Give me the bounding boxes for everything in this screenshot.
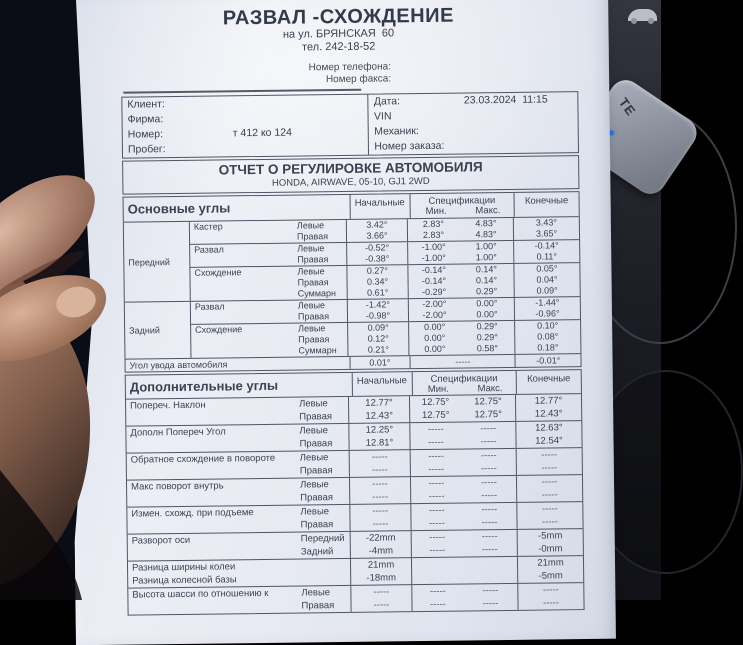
value-final: ----- (516, 488, 582, 502)
value-max: 4.83° (459, 218, 513, 230)
client-info-left-column (122, 95, 368, 158)
drift-angle-label: Угол увода автомобиля (126, 357, 350, 372)
side-label (297, 572, 350, 586)
spec-label: Спецификации (412, 371, 516, 385)
value-min: -2.00° (408, 299, 460, 311)
value-initial: ----- (349, 490, 410, 504)
value-final: 0.10° (514, 320, 580, 332)
value-final: 0.05° (513, 263, 579, 275)
fax-number-label: Номер факса: (69, 73, 391, 89)
additional-angle-item (126, 394, 581, 426)
axle-group-label: Передний (124, 222, 191, 302)
vehicle-description: HONDA, AIRWAVE, 05-10, GJ1 2WD (123, 174, 578, 191)
parameter-blocks (190, 217, 580, 301)
side-label: Правая (296, 518, 349, 532)
value-min: 0.00° (408, 333, 460, 345)
bottom-shadow (0, 470, 82, 600)
phone-number-label: Номер телефона: (69, 61, 391, 77)
row-label-line: Измен. схожд. при подъеме (131, 506, 296, 521)
side-label: Левые (296, 478, 349, 492)
parameter-rows (293, 217, 579, 242)
side-label: Правая (295, 437, 348, 451)
value-initial: 12.43° (348, 409, 409, 423)
row-label (126, 425, 295, 453)
row-label (128, 533, 297, 561)
table-row (297, 596, 583, 612)
value-initial: ----- (349, 504, 410, 518)
section-title: Основные углы (124, 195, 350, 222)
value-initial: 0.21° (347, 344, 408, 356)
date-value: 23.03.2024 11:15 (464, 92, 548, 108)
value-final: -5mm (517, 529, 583, 543)
value-final: 21mm (517, 556, 583, 570)
client-row (369, 92, 578, 110)
additional-angle-item (127, 474, 582, 507)
side-label: Правая (294, 334, 347, 346)
value-min: ----- (410, 490, 462, 504)
value-spec: ----- (410, 355, 515, 368)
value-spec (411, 557, 517, 571)
parameter-label: Развал (190, 244, 293, 267)
value-max: ----- (461, 422, 515, 436)
value-max: ----- (463, 584, 517, 598)
item-rows (295, 394, 581, 423)
value-initial: 3.42° (346, 219, 407, 231)
value-min: 0.00° (408, 322, 460, 334)
side-label: Левые (294, 323, 347, 335)
value-min: ----- (410, 504, 462, 518)
report-shop-title: РАЗВАЛ -СХОЖДЕНИЕ (68, 3, 608, 32)
side-label: Правая (295, 410, 348, 424)
side-label: Передний (297, 532, 350, 546)
car-icon (625, 3, 659, 27)
value-min: ----- (411, 544, 463, 558)
main-angles-table (123, 191, 582, 373)
value-final: 3.65° (513, 228, 579, 240)
additional-angle-item (126, 420, 581, 453)
value-initial: 0.27° (346, 265, 407, 277)
item-rows (296, 475, 582, 504)
axle-group-label: Задний (125, 302, 192, 359)
parameter-label: Схождение (190, 267, 293, 301)
row-label-line: Дополн Попереч Угол (130, 425, 295, 440)
value-min: ----- (410, 477, 462, 491)
value-min: -2.00° (408, 310, 460, 322)
side-label: Левые (295, 397, 348, 411)
value-initial: -22mm (350, 531, 411, 545)
divider-rule (123, 89, 361, 94)
parameter-rows (294, 320, 580, 356)
value-initial: -4mm (350, 544, 411, 558)
value-initial: 3.66° (346, 230, 407, 242)
row-label-line: Обратное схождение в повороте (131, 452, 296, 467)
value-initial: 0.61° (347, 287, 408, 299)
value-final: -0.14° (513, 240, 579, 252)
value-min: -1.00° (407, 253, 459, 265)
value-initial: -0.38° (346, 253, 407, 265)
report-title: ОТЧЕТ О РЕГУЛИРОВКЕ АВТОМОБИЛЯ (123, 158, 578, 180)
value-final: 0.11° (513, 251, 579, 263)
parameter-block (190, 239, 579, 267)
column-header-initial: Начальные (349, 194, 409, 219)
value-final: -5mm (517, 569, 583, 583)
side-label: Суммарн (294, 288, 347, 300)
client-row (369, 137, 578, 155)
side-label: Суммарн (294, 345, 347, 357)
value-final: 12.43° (515, 407, 581, 421)
row-label-line: Разворот оси (132, 533, 297, 548)
value-initial: 0.12° (347, 333, 408, 345)
contact-labels (69, 61, 391, 89)
value-initial: ----- (349, 463, 410, 477)
value-max: ----- (463, 543, 517, 557)
column-header-spec (409, 193, 514, 218)
value-max: 0.29° (460, 286, 514, 298)
value-max: ----- (462, 462, 516, 476)
additional-angle-item (128, 528, 583, 561)
value-final: 12.54° (515, 434, 581, 448)
value-final: 0.09° (514, 285, 580, 297)
shop-address: на ул. БРЯНСКАЯ 60 (68, 25, 608, 45)
parameter-block (190, 262, 579, 301)
min-label: Мин. (412, 385, 464, 396)
value-final: -0.01° (515, 354, 581, 367)
value-initial: ----- (349, 477, 410, 491)
shop-phone: тел. 242-18-52 (69, 38, 609, 58)
row-label-line: Разница колесной базы (132, 573, 297, 588)
row-label-line: Высота шасси по отношению к (132, 587, 297, 602)
axle-group-row (124, 217, 580, 302)
additional-angles-body (126, 394, 584, 615)
additional-angles-table (125, 369, 585, 616)
value-max: 1.00° (459, 252, 513, 264)
value-initial: ----- (350, 598, 411, 612)
side-label: Левые (293, 266, 346, 278)
side-label: Правая (296, 491, 349, 505)
value-initial: 12.81° (348, 436, 409, 450)
field-label: Номер: (128, 126, 233, 142)
item-rows (297, 556, 583, 585)
value-min: ----- (410, 463, 462, 477)
side-label: Левые (297, 586, 350, 600)
value-max: ----- (461, 435, 515, 449)
value-min: 2.83° (407, 230, 459, 242)
value-max: ----- (463, 530, 517, 544)
column-header-spec (411, 371, 516, 395)
side-label: Левые (296, 505, 349, 519)
value-max: ----- (462, 489, 516, 503)
row-label (127, 479, 296, 507)
field-label: Механик: (374, 123, 464, 139)
item-rows (295, 421, 581, 450)
parameter-label: Кастер (190, 221, 293, 244)
side-label: Левые (293, 220, 346, 232)
column-header-final: Конечные (516, 370, 581, 394)
parameter-label: Схождение (191, 324, 294, 358)
value-initial: 21mm (350, 558, 411, 572)
field-label: Фирма: (127, 110, 305, 127)
value-min: ----- (411, 531, 463, 545)
value-initial: ----- (349, 450, 410, 464)
section-title: Дополнительные углы (126, 373, 352, 399)
item-rows (296, 502, 582, 531)
value-min: ----- (409, 436, 461, 450)
client-row (123, 140, 369, 158)
plate-number-value: т 412 ко 124 (233, 126, 292, 142)
max-label: Макс. (464, 384, 516, 395)
item-rows (296, 448, 582, 477)
value-min: ----- (410, 517, 462, 531)
value-initial: 12.77° (348, 396, 409, 410)
value-final: -1.44° (514, 297, 580, 309)
value-initial: 0.01° (349, 356, 410, 369)
row-label (128, 560, 297, 588)
value-min: 2.83° (407, 219, 459, 231)
side-label: Задний (297, 545, 350, 559)
field-label: Клиент: (127, 95, 305, 112)
value-final: ----- (516, 448, 582, 462)
value-max: ----- (463, 597, 517, 611)
value-final: 0.08° (514, 331, 580, 343)
side-label: Правая (294, 311, 347, 323)
value-final: -0.96° (514, 308, 580, 320)
side-label: Правая (297, 599, 350, 613)
value-min: ----- (411, 598, 463, 612)
field-label: VIN (374, 108, 464, 124)
value-final: ----- (516, 475, 582, 489)
alignment-report-paper (68, 0, 616, 645)
value-initial: 12.25° (348, 423, 409, 437)
value-max: 0.14° (459, 264, 513, 276)
value-min: 0.00° (408, 344, 460, 356)
row-label-line: Попереч. Наклон (130, 398, 295, 413)
row-label-line: Макс поворот внутрь (131, 479, 296, 494)
side-label: Правая (293, 231, 346, 243)
value-initial: 0.34° (347, 276, 408, 288)
value-spec (411, 570, 517, 584)
side-label: Правая (296, 464, 349, 478)
parameter-rows (293, 240, 579, 265)
value-max: 0.14° (460, 275, 514, 287)
value-max: 12.75° (461, 395, 515, 409)
parameter-block (191, 319, 580, 358)
value-max: 0.29° (460, 321, 514, 333)
value-final: ----- (516, 502, 582, 516)
field-label: Дата: (374, 93, 464, 109)
value-min: -0.14° (407, 265, 459, 277)
value-max: ----- (462, 516, 516, 530)
value-min: -0.14° (408, 276, 460, 288)
item-rows (297, 529, 583, 558)
value-final: ----- (517, 596, 583, 610)
value-initial: -1.42° (347, 299, 408, 311)
value-min: ----- (409, 423, 461, 437)
value-min: -1.00° (407, 242, 459, 254)
row-label (128, 587, 297, 615)
parameter-label: Развал (191, 301, 294, 324)
value-min: -0.29° (408, 287, 460, 299)
dashboard-button-label: TE (616, 95, 679, 173)
side-label: Левые (295, 424, 348, 438)
value-initial: ----- (349, 517, 410, 531)
side-label: Правая (294, 277, 347, 289)
value-min: ----- (411, 585, 463, 599)
client-info-right-column (368, 92, 578, 155)
parameter-rows (293, 263, 579, 299)
value-final: -0mm (517, 542, 583, 556)
value-initial: 0.09° (347, 322, 408, 334)
value-final: 0.18° (514, 342, 580, 354)
value-max: ----- (462, 476, 516, 490)
row-label-line: Разница ширины колеи (132, 560, 297, 575)
value-initial: -0.52° (346, 242, 407, 254)
value-final: 0.04° (513, 274, 579, 286)
main-angles-body (124, 217, 581, 359)
value-max: ----- (462, 449, 516, 463)
side-label: Левые (293, 243, 346, 255)
value-final: 12.63° (515, 421, 581, 435)
additional-angle-item (127, 447, 582, 480)
value-final: ----- (516, 461, 582, 475)
value-min: ----- (410, 450, 462, 464)
additional-angle-item (128, 555, 583, 588)
report-title-box (122, 155, 579, 195)
value-initial: -18mm (350, 571, 411, 585)
side-label: Правая (293, 254, 346, 266)
additional-angle-item (127, 501, 582, 534)
client-info-box (121, 91, 579, 159)
item-rows (297, 583, 583, 612)
parameter-blocks (191, 297, 581, 358)
value-max: 0.00° (460, 309, 514, 321)
spec-label: Спецификации (410, 193, 514, 207)
additional-angle-item (128, 582, 583, 615)
value-min: 12.75° (409, 409, 461, 423)
value-max: 4.83° (459, 229, 513, 241)
min-label: Мин. (410, 207, 462, 218)
value-final: 12.77° (515, 394, 581, 408)
value-initial: ----- (350, 585, 411, 599)
field-label: Пробег: (128, 140, 306, 157)
value-final: ----- (517, 583, 583, 597)
field-label: Номер заказа: (374, 138, 464, 154)
side-label: Левые (296, 451, 349, 465)
value-max: 12.75° (461, 408, 515, 422)
value-final: ----- (516, 515, 582, 529)
column-header-initial: Начальные (351, 372, 411, 396)
value-max: 0.00° (460, 298, 514, 310)
row-label (127, 452, 296, 480)
row-label (126, 398, 295, 426)
axle-group-row (125, 296, 581, 359)
max-label: Макс. (462, 206, 514, 217)
column-header-final: Конечные (513, 192, 578, 217)
value-final: 3.43° (513, 217, 579, 229)
value-max: 1.00° (459, 241, 513, 253)
side-label (297, 559, 350, 573)
row-label (127, 506, 296, 534)
value-max: ----- (462, 503, 516, 517)
value-initial: -0.98° (347, 310, 408, 322)
value-max: 0.29° (460, 332, 514, 344)
side-label: Левые (294, 300, 347, 312)
value-min: 12.75° (409, 396, 461, 410)
value-max: 0.58° (460, 343, 514, 355)
parameter-rows (294, 297, 580, 322)
